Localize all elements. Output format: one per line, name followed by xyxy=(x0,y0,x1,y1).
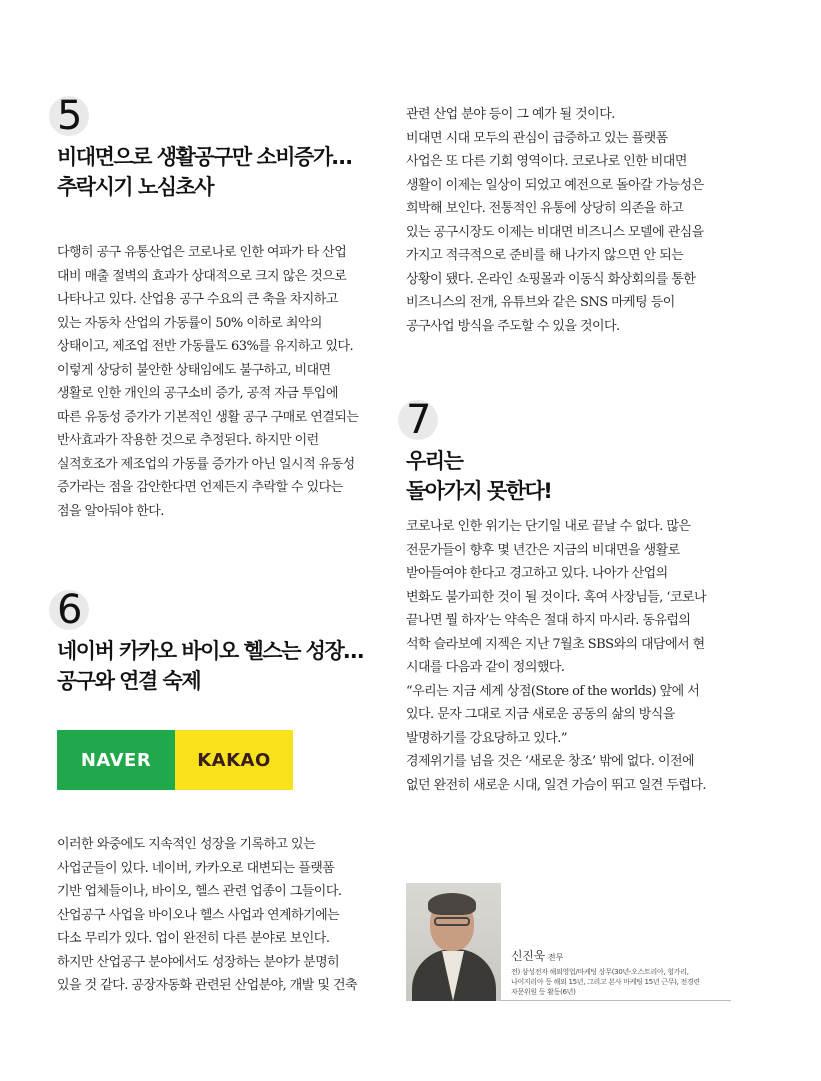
section-7-title xyxy=(406,446,736,506)
text-line: 희박해 보인다. 전통적인 유통에 상당히 의존을 하고 xyxy=(406,201,684,216)
text-line: 생활로 인한 개인의 공구소비 증가, 공적 자금 투입에 xyxy=(57,386,338,401)
text-line: 기반 업체들이나, 바이오, 헬스 관련 업종이 그들이다. xyxy=(57,884,342,899)
section-number-5 xyxy=(57,93,377,142)
section-6-title xyxy=(57,636,377,696)
section-5-body xyxy=(57,241,377,523)
profile-divider xyxy=(501,1000,731,1001)
text-line: 나이지리아 등 해외 15년, 그리고 본사 마케팅 15년 근무), 전경련 xyxy=(511,978,700,986)
text-line: 변화도 불가피한 것이 될 것이다. 혹여 사장님들, ‘코로나 xyxy=(406,589,706,605)
section-6 xyxy=(57,587,377,696)
author-role: 전무 xyxy=(547,953,564,962)
text-line: 생활이 이제는 일상이 되었고 예전으로 돌아갈 가능성은 xyxy=(406,177,704,193)
author-name-line xyxy=(511,945,563,964)
section-number: 6 xyxy=(57,587,83,633)
title-line: 네이버 카카오 바이오 헬스는 성장… xyxy=(57,639,363,663)
naver-logo: NAVER xyxy=(57,730,175,790)
text-line: 상태이고, 제조업 전반 가동률도 63%를 유지하고 있다. xyxy=(57,339,354,354)
section-number: 5 xyxy=(57,93,83,139)
section-5-title xyxy=(57,142,377,202)
text-line: 사업군들이 있다. 네이버, 카카오로 대변되는 플랫폼 xyxy=(57,860,335,876)
section-6-continued-body xyxy=(406,103,736,338)
text-line: 상황이 됐다. 온라인 쇼핑몰과 이동식 화상회의를 통한 xyxy=(406,271,696,287)
kakao-logo: KAKAO xyxy=(175,730,293,790)
title-line: 공구와 연결 숙제 xyxy=(57,669,201,693)
section-7-body xyxy=(406,515,736,797)
text-line: 있는 자동차 산업의 가동률이 50% 이하로 최악의 xyxy=(57,315,322,331)
text-line: 점을 알아둬야 한다. xyxy=(57,503,164,519)
text-line: 석학 슬라보예 지젝은 지난 7월초 SBS와의 대담에서 현 xyxy=(406,636,705,652)
text-line: 실적호조가 제조업의 가동률 증가가 아닌 일시적 유동성 xyxy=(57,456,355,472)
text-line: 있을 것 같다. 공장자동화 관련된 산업분야, 개발 및 건축 xyxy=(57,978,357,993)
text-line: 비대면 시대 모두의 관심이 급증하고 있는 플랫폼 xyxy=(406,130,668,146)
text-line: 다소 무리가 있다. 업이 완전히 다른 분야로 보인다. xyxy=(57,931,330,946)
text-line: 전) 삼성전자 해외영업/마케팅 상무(30년-오스트리아, 헝가리, xyxy=(511,968,689,976)
title-line: 돌아가지 못한다! xyxy=(406,479,552,503)
text-line: 발명하기를 강요당하고 있다.” xyxy=(406,730,567,746)
title-line: 추락시기 노심초사 xyxy=(57,175,214,199)
text-line: 있는 공구시장도 이제는 비대면 비즈니스 모델에 관심을 xyxy=(406,224,704,240)
text-line: 관련 산업 분야 등이 그 예가 될 것이다. xyxy=(406,107,615,122)
author-photo xyxy=(406,883,501,1001)
text-line: 다행히 공구 유통산업은 코로나로 인한 여파가 타 산업 xyxy=(57,245,347,260)
text-line: 따른 유동성 증가가 기본적인 생활 공구 구매로 연결되는 xyxy=(57,409,359,425)
naver-kakao-logo xyxy=(57,730,293,790)
title-line: 비대면으로 생활공구만 소비증가… xyxy=(57,145,352,169)
section-6-body xyxy=(57,833,387,998)
author-bio xyxy=(511,967,736,997)
text-line: 경제위기를 넘을 것은 ‘새로운 창조’ 밖에 없다. 이전에 xyxy=(406,754,694,769)
text-line: 코로나로 인한 위기는 단기일 내로 끝날 수 없다. 많은 xyxy=(406,519,691,534)
section-7 xyxy=(406,397,736,506)
text-line: 나타나고 있다. 산업용 공구 수요의 큰 축을 차지하고 xyxy=(57,292,338,307)
text-line: 있다. 문자 그대로 지금 새로운 공동의 삶의 방식을 xyxy=(406,707,675,722)
text-line: 자문위원 등 활동(6년) xyxy=(511,988,576,996)
text-line: 비즈니스의 전개, 유튜브와 같은 SNS 마케팅 등이 xyxy=(406,295,675,310)
text-line: “우리는 지금 세계 상점(Store of the worlds) 앞에 서 xyxy=(406,683,700,699)
text-line: 가지고 적극적으로 준비를 해 나가지 않으면 안 되는 xyxy=(406,248,684,263)
text-line: 사업은 또 다른 기회 영역이다. 코로나로 인한 비대면 xyxy=(406,154,687,169)
text-line: 산업공구 사업을 바이오나 헬스 사업과 연계하기에는 xyxy=(57,907,340,923)
title-line: 우리는 xyxy=(406,449,463,473)
text-line: 공구사업 방식을 주도할 수 있을 것이다. xyxy=(406,318,620,334)
section-number-6 xyxy=(57,587,377,636)
section-number: 7 xyxy=(406,397,432,443)
text-line: 전문가들이 향후 몇 년간은 지금의 비대면을 생활로 xyxy=(406,542,680,558)
text-line: 없던 완전히 새로운 시대, 일견 가슴이 뛰고 일견 두렵다. xyxy=(406,777,706,793)
text-line: 받아들여야 한다고 경고하고 있다. 나아가 산업의 xyxy=(406,566,668,581)
text-line: 이렇게 상당히 불안한 상태임에도 불구하고, 비대면 xyxy=(57,362,331,378)
section-5 xyxy=(57,93,377,202)
author-profile xyxy=(406,883,731,1001)
text-line: 시대를 다음과 같이 정의했다. xyxy=(406,660,565,675)
text-line: 이러한 와중에도 지속적인 성장을 기록하고 있는 xyxy=(57,837,316,852)
section-number-7 xyxy=(406,397,736,446)
author-name: 신진욱 xyxy=(511,949,545,963)
text-line: 대비 매출 절벽의 효과가 상대적으로 크지 않은 것으로 xyxy=(57,268,347,284)
text-line: 끝나면 뭘 하자’는 약속은 절대 하지 마시라. 동유럽의 xyxy=(406,613,691,628)
text-line: 하지만 산업공구 분야에서도 성장하는 분야가 분명히 xyxy=(57,954,340,970)
text-line: 증가라는 점을 감안한다면 언제든지 추락할 수 있다는 xyxy=(57,480,343,495)
text-line: 반사효과가 작용한 것으로 추정된다. 하지만 이런 xyxy=(57,433,319,448)
